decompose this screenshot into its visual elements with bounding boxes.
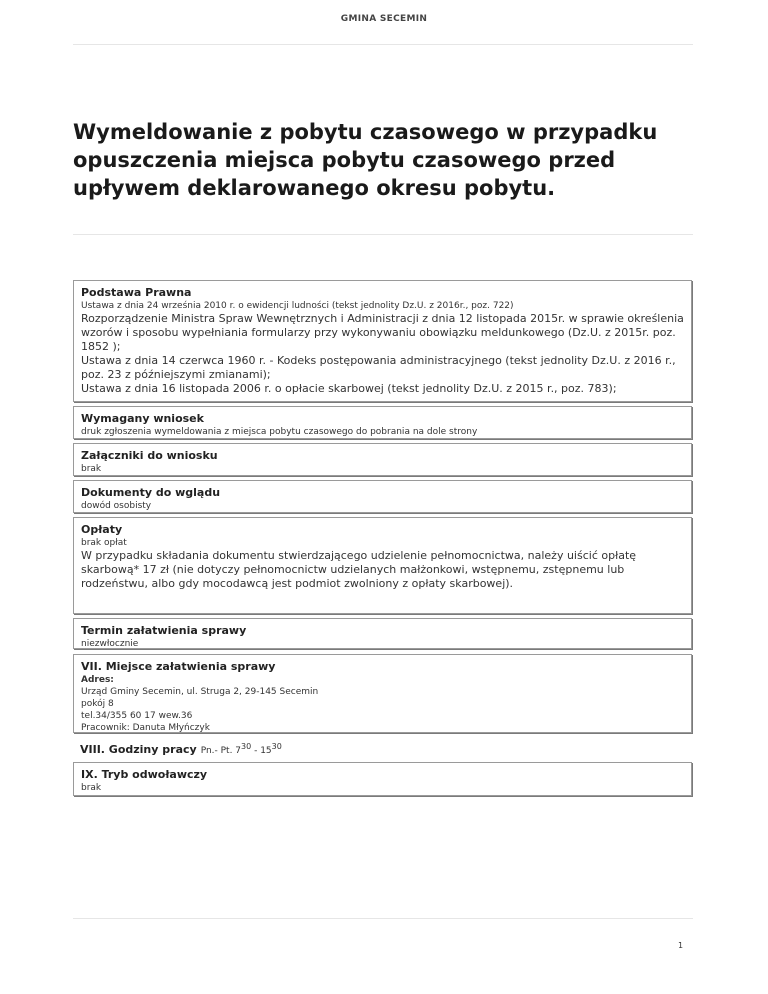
section-appeal (73, 762, 692, 796)
section-text: druk zgłoszenia wymeldowania z miejsca pobytu czasowego do pobrania na dole strony (81, 427, 478, 437)
footer-divider (73, 918, 693, 919)
section-heading: Podstawa Prawna (81, 286, 192, 299)
room-text: pokój 8 (81, 699, 114, 709)
section-text: niezwłocznie (81, 639, 139, 649)
legal-act-3: Ustawa z dnia 14 czerwca 1960 r. - Kodeks postępowania administracyjnego (tekst jednolity Dz.U. z 2016 r., poz. 23 z późniejszymi zmianami); (81, 354, 676, 381)
worker-text: Pracownik: Danuta Młyńczyk (81, 723, 210, 733)
section-text: brak (81, 464, 102, 474)
section-text: brak (81, 783, 102, 793)
section-heading: Opłaty (81, 523, 123, 536)
page-number: 1 (678, 941, 684, 950)
section-heading: Termin załatwienia sprawy (81, 624, 247, 637)
page-title: Wymeldowanie z pobytu czasowego w przypadku opuszczenia miejsca pobytu czasowego przed upływem deklarowanego okresu pobytu. (73, 120, 658, 200)
address-text: Urząd Gminy Secemin, ul. Struga 2, 29-145 Secemin (81, 687, 319, 697)
section-heading: IX. Tryb odwoławczy (81, 768, 208, 781)
hours-days: Pn.- Pt. 7 (200, 746, 242, 756)
address-label: Adres: (81, 675, 114, 685)
header-divider (73, 44, 693, 45)
hours-text (200, 742, 282, 756)
section-location (73, 654, 692, 733)
section-documents (73, 480, 692, 513)
title-divider (73, 234, 693, 235)
page-header: GMINA SECEMIN (340, 14, 428, 24)
section-heading: Załączniki do wniosku (81, 449, 218, 462)
fees-note: W przypadku składania dokumentu stwierdzającego udzielenie pełnomocnictwa, należy uiścić opłatę skarbową* 17 zł (nie dotyczy pełnomocnictw udzielanych małżonkowi, wstępnemu, zstępnemu lub rodzeństwu, albo gdy mocodawcą jest podmiot zwolniony z opłaty skarbowej). (81, 549, 637, 590)
section-heading: VII. Miejsce załatwienia sprawy (81, 660, 276, 673)
hours-start-minutes: 30 (241, 742, 252, 751)
hours-end-minutes: 30 (271, 742, 282, 751)
section-legal-basis (73, 280, 692, 402)
legal-act-1: Ustawa z dnia 24 września 2010 r. o ewidencji ludności (tekst jednolity Dz.U. z 2016r., poz. 722) (81, 301, 514, 311)
legal-act-2: Rozporządzenie Ministra Spraw Wewnętrznych i Administracji z dnia 12 listopada 2015r. w sprawie określenia wzorów i sposobu wypełniania formularzy przy wykonywaniu obowiązku meldunkowego (Dz.U. z 2015r. poz. 1852 ); (81, 312, 684, 353)
section-text: brak opłat (81, 538, 127, 548)
phone-text: tel.34/355 60 17 wew.36 (81, 711, 193, 721)
section-heading: VIII. Godziny pracy (80, 743, 197, 756)
section-text: dowód osobisty (81, 501, 152, 511)
section-hours (80, 734, 282, 764)
section-heading: Wymagany wniosek (81, 412, 204, 425)
section-heading: Dokumenty do wglądu (81, 486, 221, 499)
legal-act-4: Ustawa z dnia 16 listopada 2006 r. o opłacie skarbowej (tekst jednolity Dz.U. z 2015 r., poz. 783); (81, 382, 617, 395)
hours-dash: - 15 (251, 746, 272, 756)
section-attachments (73, 443, 692, 476)
section-fees (73, 517, 692, 614)
section-required-form (73, 406, 692, 439)
section-deadline (73, 618, 692, 649)
